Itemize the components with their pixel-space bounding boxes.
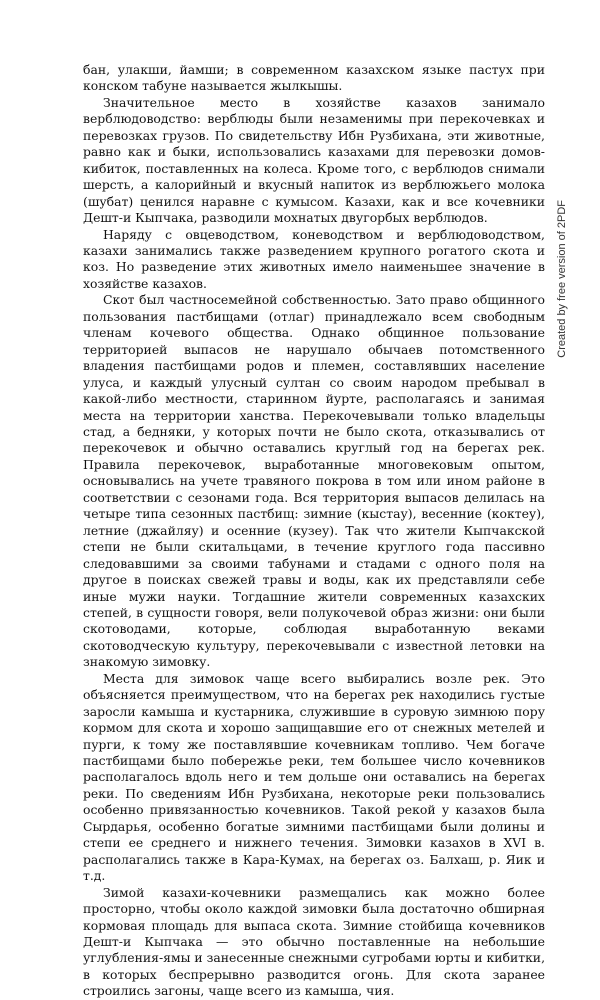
paragraph-6: Зимой казахи-кочевники размещались как можно более просторно, чтобы около каждой зимовки была достаточно обширная кормовая площадь для выпаса скота. Зимние стойбища кочевников Дешт-и Кыпчака — это обычно поставленные на небольшие углубления-ямы и занесенные снежными сугробами юрты и кибитки, в которых беспрерывно разводится огонь. Для скота заранее строились загоны, чаще всего из камыша, чия. bbox=[83, 884, 546, 999]
paragraph-2: Значительное место в хозяйстве казахов занимало верблюдоводство: верблюды были незаменимы при перекочевках и перевозках грузов. По свидетельству Ибн Рузбихана, эти животные, равно как и быки, использовались казахами для перевозки домов-кибиток, поставленных на колеса. Кроме того, с верблюдов снимали шерсть, а калорийный и вкусный напиток из верблюжьего молока (шубат) ценился наравне с кумысом. Казахи, как и все кочевники Дешт-и Кыпчака, разводили мохнатых двугорбых верблюдов. bbox=[83, 94, 545, 226]
watermark-text: Created by free version of 2PDF bbox=[556, 200, 568, 358]
book-page-text bbox=[83, 62, 545, 1000]
paragraph-5: Места для зимовок чаще всего выбирались возле рек. Это объясняется преимуществом, что на берегах рек находились густые заросли камыша и кустарника, служившие в суровую зимнюю пору кормом для скота и хорошо защищавшие его от снежных метелей и пурги, к тому же поставлявшие кочевникам топливо. Чем богаче пастбищами было побережье реки, тем большее число кочевников располагалось вдоль него и тем дольше они оставались на берегах реки. По сведениям Ибн Рузбихана, некоторые реки пользовались особенно привязанностью кочевников. Такой рекой у казахов была Сырдарья, особенно богатые зимними пастбищами были долины и степи ее среднего и нижнего течения. Зимовки казахов в XVI в. располагались также в Кара-Кумах, на берегах оз. Балхаш, р. Яик и т.д. bbox=[83, 670, 545, 884]
watermark bbox=[556, 200, 600, 358]
paragraph-1: бан, улакши, йамши; в современном казахском языке пастух при конском табуне называется жылкышы. bbox=[83, 62, 545, 94]
paragraph-4: Скот был частносемейной собственностью. Зато право общинного пользования пастбищами (отлаг) принадлежало всем свободным членам кочевого общества. Однако общинное пользование территорией выпасов не нарушало обычаев потомственного владения пастбищами родов и племен, составлявших население улуса, и каждый улусный султан со своим народом пребывал в какой-либо местности, старинном йурте, располагаясь и занимая места на территории ханства. Перекочевывали только владельцы стад, а бедняки, у которых почти не было скота, отказывались от перекочевок и обычно оставались круглый год на берегах рек. Правила перекочевок, выработанные многовековым опытом, основывались на учете травяного покрова в том или ином районе в соответствии с сезонами года. Вся территория выпасов делилась на четыре типа сезонных пастбищ: зимние (кыстау), весенние (коктеу), летние (джайляу) и осенние (кузеу). Так что жители Кыпчакской степи не были скитальцами, в течение круглого года пассивно следовавшими за своими табунами и стадами с одного поля на другое в поисках свежей травы и воды, как их представляли себе иные мужи науки. Тогдашние жители современных казахских степей, в сущности говоря, вели полукочевой образ жизни: они были скотоводами, которые, соблюдая выработанную веками скотоводческую культуру, перекочевывали с известной летовки на знакомую зимовку. bbox=[83, 292, 545, 670]
paragraph-3: Наряду с овцеводством, коневодством и верблюдоводством, казахи занимались также разведением крупного рогатого скота и коз. Но разведение этих животных имело наименьшее значение в хозяйстве казахов. bbox=[83, 226, 545, 291]
